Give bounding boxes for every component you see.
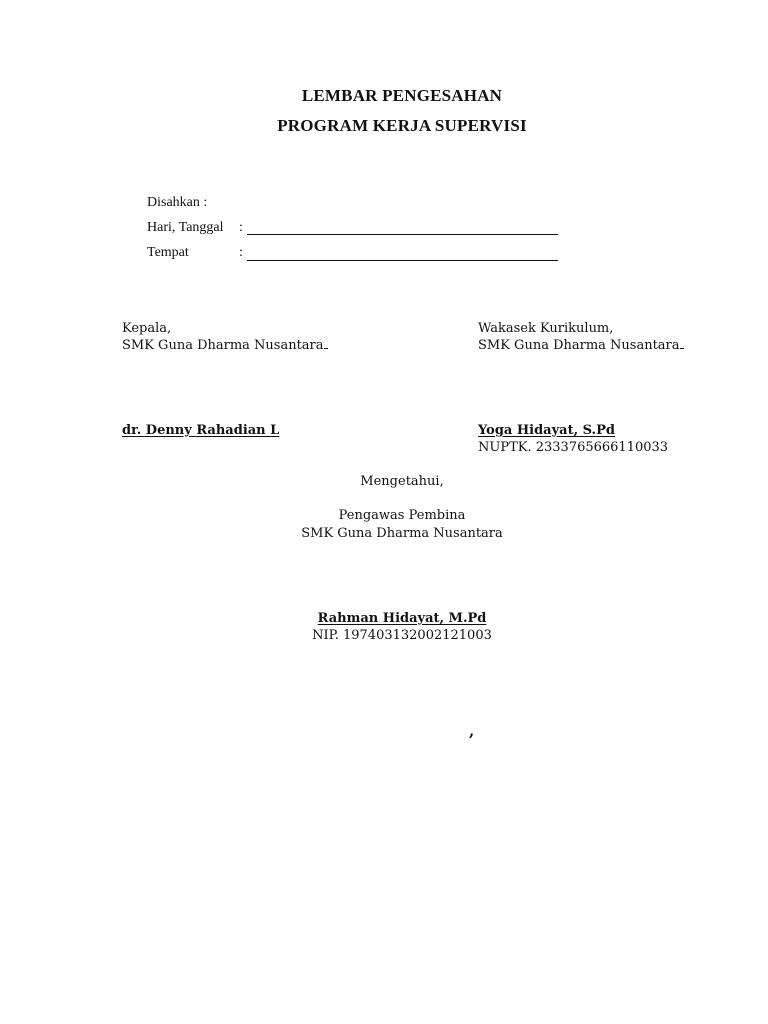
supervisor-name: Rahman Hidayat, M.Pd xyxy=(317,611,487,626)
date-colon: : xyxy=(239,220,243,235)
left-institution-text: SMK Guna Dharma Nusantara xyxy=(122,338,324,353)
left-signatory-role: Kepala, xyxy=(122,321,172,336)
stray-comma: , xyxy=(469,722,475,740)
supervisor-id: NIP. 197403132002121003 xyxy=(312,628,492,643)
right-signatory-id: NUPTK. 2333765666110033 xyxy=(478,440,669,455)
right-signatory-role: Wakasek Kurikulum, xyxy=(478,321,614,336)
right-institution-trail-underline xyxy=(680,338,684,349)
date-label: Hari, Tanggal xyxy=(147,220,224,235)
right-signatory-institution xyxy=(478,338,684,353)
date-fill-line xyxy=(247,234,558,235)
acknowledge-label: Mengetahui, xyxy=(360,474,444,489)
left-signatory-name: dr. Denny Rahadian L xyxy=(122,423,280,438)
right-institution-text: SMK Guna Dharma Nusantara xyxy=(478,338,680,353)
place-colon: : xyxy=(239,245,243,260)
right-signatory-name: Yoga Hidayat, S.Pd xyxy=(478,423,615,438)
place-fill-line xyxy=(247,260,558,261)
document-title: LEMBAR PENGESAHAN xyxy=(301,86,503,105)
supervisor-name-wrap xyxy=(0,611,768,626)
approval-label: Disahkan : xyxy=(147,195,208,210)
place-label: Tempat xyxy=(147,245,189,260)
left-signatory-institution xyxy=(122,338,328,353)
supervisor-role: Pengawas Pembina xyxy=(338,508,466,523)
document-subtitle: PROGRAM KERJA SUPERVISI xyxy=(277,116,527,135)
left-institution-trail-underline xyxy=(324,338,328,349)
supervisor-institution: SMK Guna Dharma Nusantara xyxy=(301,526,503,541)
